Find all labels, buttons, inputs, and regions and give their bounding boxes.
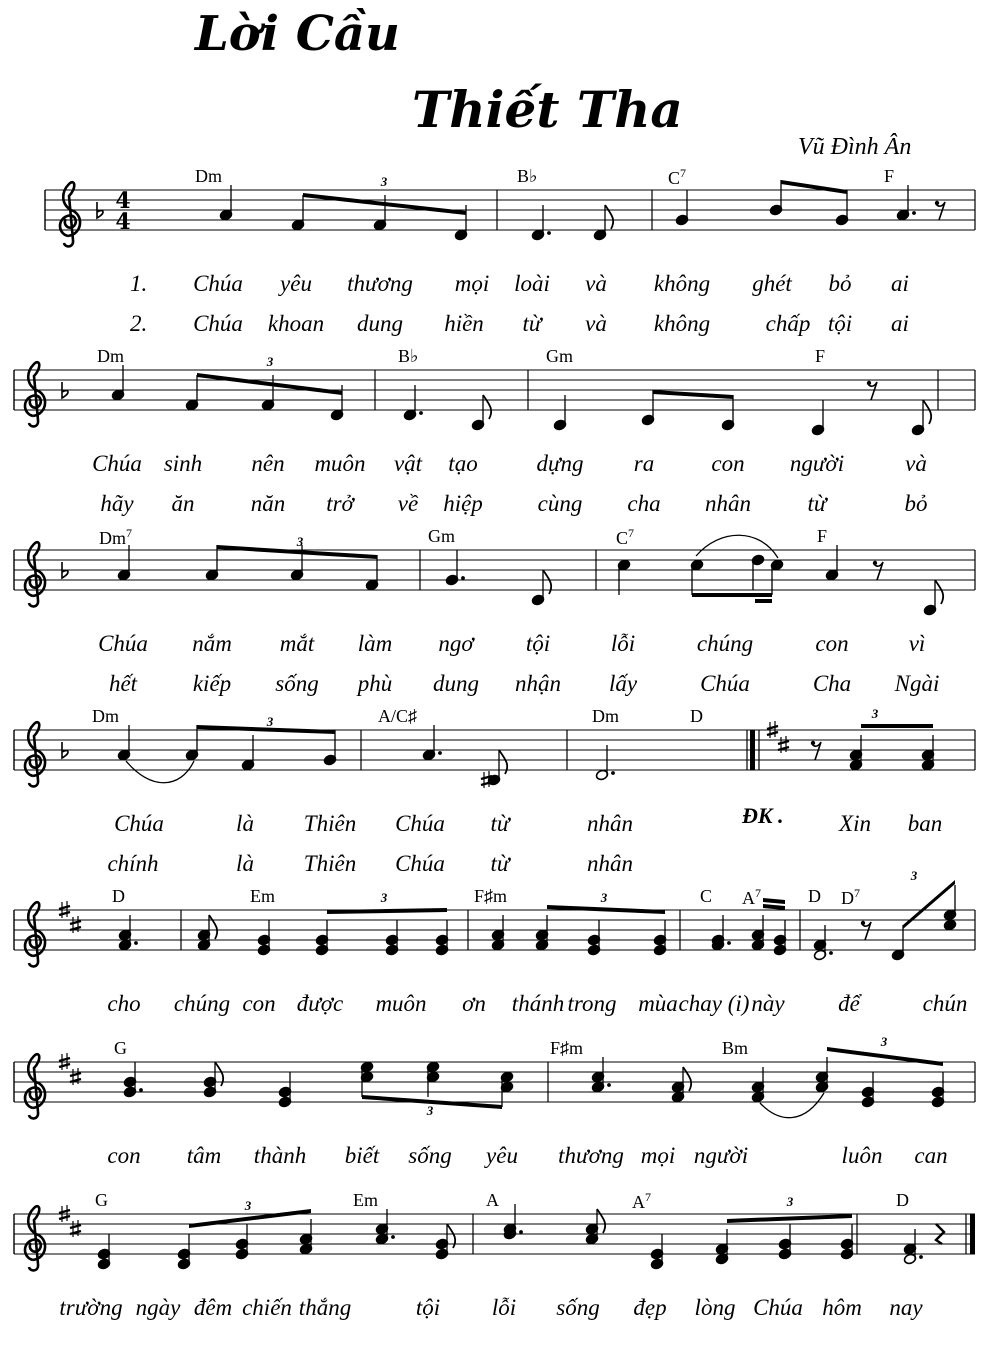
chord-extension: 7 [645, 1190, 651, 1204]
lyric-syllable: ai [891, 311, 909, 336]
chord-symbol [815, 346, 825, 367]
chord-root: F♯m [474, 886, 508, 906]
lyric-syllable: thánh [511, 991, 565, 1016]
tie-slur [696, 535, 778, 558]
chord-symbol [112, 886, 125, 907]
chord-root: D [112, 886, 125, 906]
lyric-syllable: ghét [752, 271, 792, 296]
lyric-syllable: Chúa [193, 311, 243, 336]
chord-root: C [700, 886, 713, 906]
chord-root: F [884, 166, 895, 186]
lyric-syllable: chay (i) [678, 991, 750, 1016]
lyric-syllable: chính [107, 851, 159, 876]
lyric-syllable: Chúa [395, 851, 445, 876]
note-beam [692, 593, 772, 597]
eighth-rest [867, 381, 871, 385]
chord-root: Gm [428, 526, 455, 546]
lyric-syllable: nhân [587, 811, 633, 836]
chord-root: Dm [195, 166, 222, 186]
lyric-syllable: trở [326, 491, 354, 516]
note-beam [547, 905, 665, 914]
lyric-syllable: vì [908, 631, 926, 656]
lyric-syllable: chiến [242, 1295, 292, 1320]
lyric-syllable: nhân [705, 491, 751, 516]
lyric-syllable: cho [107, 991, 141, 1016]
chord-symbol [616, 526, 634, 549]
eighth-flag [923, 400, 931, 424]
triplet-mark: 3 [600, 890, 608, 905]
sharp-sign-icon [59, 912, 70, 915]
augmentation-dot [461, 576, 465, 580]
eighth-flag [683, 1067, 691, 1091]
chord-symbol [896, 1190, 909, 1211]
chord-root: F [815, 346, 826, 366]
chord-root: B♭ [517, 166, 538, 186]
refrain-marker: ĐK . [742, 803, 784, 828]
chord-symbol [195, 166, 222, 187]
augmentation-dot [611, 771, 615, 775]
lyric-syllable: mùa [638, 991, 678, 1016]
lyric-syllable: chúng [173, 991, 231, 1016]
triplet-mark: 3 [266, 714, 274, 729]
eighth-flag [597, 1209, 605, 1233]
chord-root: D [808, 886, 821, 906]
augmentation-dot [912, 211, 916, 215]
lyric-syllable: phù [357, 671, 393, 696]
lyric-syllable: dựng [536, 451, 584, 476]
lyric-syllable: và [585, 311, 607, 336]
lyric-syllable: yêu [280, 271, 312, 296]
chord-symbol [474, 886, 507, 907]
eighth-flag [209, 915, 217, 939]
lyric-syllable: trường [59, 1295, 123, 1320]
chord-symbol [817, 526, 827, 547]
lyric-syllable: Thiên [303, 851, 357, 876]
final-barline [970, 1214, 975, 1254]
lyric-syllable: cha [627, 491, 661, 516]
augmentation-dot [547, 231, 551, 235]
lyric-syllable: Chúa [700, 671, 750, 696]
lyric-syllable: Chúa [193, 271, 243, 296]
lyric-syllable: con [242, 991, 276, 1016]
chord-root: B♭ [398, 346, 419, 366]
note-beam [827, 1047, 943, 1066]
lyric-syllable: Chúa [395, 811, 445, 836]
sharp-sign-icon [59, 1064, 70, 1067]
chord-root: Gm [546, 346, 573, 366]
sharp-sign-icon [70, 1225, 81, 1228]
treble-clef-icon [25, 1054, 45, 1118]
lyric-syllable: trong [567, 991, 617, 1016]
sharp-sign-icon [767, 732, 778, 735]
lyric-syllable: mọi [454, 271, 490, 296]
treble-clef-icon [25, 722, 45, 786]
lyric-syllable: chún [922, 991, 968, 1016]
lyric-syllable: ai [891, 271, 909, 296]
triplet-mark: 3 [880, 1034, 888, 1049]
lyric-syllable: nên [251, 451, 285, 476]
lyric-syllable: ngơ [438, 631, 474, 656]
tie-slur [126, 761, 194, 783]
chord-symbol [353, 1190, 378, 1211]
double-barline [750, 730, 755, 770]
lyric-syllable: ban [907, 811, 943, 836]
augmentation-dot [919, 1255, 923, 1259]
chord-symbol [378, 706, 417, 727]
sharp-sign-icon [59, 1058, 70, 1061]
lyric-syllable: đẹp [633, 1295, 667, 1320]
chord-root: D [896, 1190, 909, 1210]
chord-root: Em [250, 886, 275, 906]
note-beam [763, 898, 785, 904]
chord-extension: 7 [126, 526, 132, 540]
lyric-syllable: Chúa [92, 451, 142, 476]
lyric-syllable: yêu [486, 1143, 518, 1168]
note-beam [763, 904, 785, 910]
composer-name: Vũ Đình Ân [798, 134, 912, 160]
lyric-syllable: sống [275, 671, 319, 696]
verse-number: 1. [130, 271, 148, 296]
lyric-syllable: hãy [100, 491, 134, 516]
song-title-line-2: Thiết Tha [412, 80, 683, 139]
chord-root: Em [353, 1190, 378, 1210]
lyric-syllable: ra [633, 451, 655, 476]
chord-root: Dm [99, 528, 126, 548]
lyric-syllable: mắt [279, 631, 315, 656]
lyric-syllable: chúng [696, 631, 754, 656]
eighth-flag [483, 395, 491, 419]
chord-extension: 7 [680, 166, 687, 180]
lyric-syllable: từ [522, 311, 542, 336]
augmentation-dot [727, 941, 731, 945]
sharp-sign-icon [778, 741, 789, 744]
eighth-rest [811, 741, 815, 745]
lyric-syllable: lỗi [491, 1295, 517, 1320]
eighth-flag [935, 580, 943, 604]
chord-symbol [808, 886, 821, 907]
chord-root: A/C♯ [378, 706, 418, 726]
lyric-syllable: là [236, 811, 254, 836]
verse-number: 2. [130, 311, 148, 336]
lyric-syllable: lỗi [610, 631, 636, 656]
lyric-syllable: thắng [298, 1295, 352, 1320]
lyric-syllable: con [711, 451, 745, 476]
lyric-syllable: hết [108, 671, 138, 696]
lyric-syllable: Cha [812, 671, 852, 696]
chord-root: Dm [97, 346, 124, 366]
lyric-syllable: Thiên [303, 811, 357, 836]
triplet-mark: 3 [266, 354, 274, 369]
lyric-syllable: làm [357, 631, 393, 656]
lyric-syllable: ăn [171, 491, 195, 516]
chord-root: Dm [92, 706, 119, 726]
chord-symbol [92, 706, 119, 727]
lyric-syllable: hiệp [443, 491, 483, 516]
lyric-syllable: từ [490, 851, 510, 876]
chord-symbol [592, 706, 619, 727]
lyric-syllable: con [107, 1143, 141, 1168]
lyric-syllable: hôm [822, 1295, 862, 1320]
treble-clef-icon [25, 362, 45, 426]
eighth-flag [605, 205, 613, 229]
chord-symbol [550, 1038, 583, 1059]
chord-symbol [398, 346, 419, 367]
lyric-syllable: ngày [135, 1295, 181, 1320]
lyric-syllable: hiền [444, 311, 484, 336]
lyric-syllable: thương [347, 271, 413, 296]
sharp-sign-icon [767, 726, 778, 729]
time-signature-top: 4 [115, 188, 131, 214]
tie-slur [760, 1093, 824, 1118]
lyric-syllable: Xin [839, 811, 871, 836]
triplet-mark: 3 [426, 1103, 434, 1118]
augmentation-dot [419, 411, 423, 415]
chord-root: F [817, 526, 828, 546]
note-beam [727, 1214, 852, 1223]
lyric-syllable: Ngài [894, 671, 940, 696]
lyric-syllable: tâm [186, 1143, 222, 1168]
lyric-syllable: luôn [841, 1143, 883, 1168]
lyric-syllable: người [789, 451, 845, 476]
chord-extension: 7 [628, 526, 635, 540]
lyric-syllable: người [693, 1143, 749, 1168]
lyric-syllable: lấy [608, 671, 638, 696]
chord-root: F♯m [550, 1038, 584, 1058]
chord-symbol [95, 1190, 108, 1211]
lyric-syllable: chấp [765, 311, 811, 336]
chord-symbol [517, 166, 538, 187]
triplet-mark: 3 [910, 868, 918, 883]
chord-symbol [97, 346, 124, 367]
chord-symbol [742, 886, 761, 909]
lyric-syllable: muôn [314, 451, 366, 476]
lyric-syllable: muôn [375, 991, 427, 1016]
augmentation-dot [607, 1083, 611, 1087]
chord-root: D [690, 706, 703, 726]
lyric-syllable: nay [889, 1295, 923, 1320]
sharp-sign-icon [70, 1073, 81, 1076]
lyric-syllable: về [397, 491, 419, 516]
lyric-syllable: khoan [267, 311, 325, 336]
sharp-sign-icon [59, 1210, 70, 1213]
lyric-syllable: can [914, 1143, 948, 1168]
chord-symbol [841, 886, 860, 909]
triplet-mark: 3 [871, 706, 879, 721]
lyric-syllable: loài [514, 271, 550, 296]
treble-clef-icon [25, 902, 45, 966]
chord-root: G [95, 1190, 108, 1210]
lyric-syllable: lòng [694, 1295, 736, 1320]
chord-symbol [486, 1190, 499, 1211]
song-title-line-1: Lời Cầu [195, 6, 400, 62]
lyric-syllable: được [296, 991, 344, 1016]
chord-symbol [722, 1038, 748, 1059]
lyric-syllable: vật [393, 451, 423, 476]
lyric-syllable: để [838, 991, 860, 1016]
sharp-sign-icon [70, 921, 81, 924]
lyric-syllable: và [585, 271, 607, 296]
chord-root: A [486, 1190, 499, 1210]
treble-clef-icon [60, 182, 80, 246]
note-beam [653, 390, 733, 399]
chord-root: A [632, 1192, 645, 1212]
lyric-syllable: sinh [163, 451, 203, 476]
lyric-syllable: đêm [193, 1295, 233, 1320]
chord-root: C [668, 168, 681, 188]
lyric-syllable: nhận [515, 671, 561, 696]
augmentation-dot [829, 951, 833, 955]
lyric-syllable: này [751, 991, 785, 1016]
lyric-syllable: bỏ [828, 271, 852, 296]
eighth-rest [861, 921, 865, 925]
chord-symbol [884, 166, 894, 187]
lyric-syllable: tội [525, 631, 551, 656]
lyric-syllable: ơn [462, 991, 486, 1016]
lyric-syllable: sống [408, 1143, 452, 1168]
sharp-sign-icon [59, 1216, 70, 1219]
lyric-syllable: biết [344, 1143, 380, 1168]
chord-symbol [114, 1038, 127, 1059]
lyric-syllable: cùng [537, 491, 583, 516]
lyric-syllable: không [653, 271, 711, 296]
chord-symbol [700, 886, 712, 907]
eighth-rest [935, 201, 939, 205]
chord-symbol [99, 526, 132, 549]
chord-symbol [690, 706, 703, 727]
treble-clef-icon [25, 542, 45, 606]
lyric-syllable: con [815, 631, 849, 656]
lyric-syllable: là [236, 851, 254, 876]
lyric-syllable: dung [433, 671, 479, 696]
quarter-note [943, 919, 956, 931]
lyric-syllable: thành [253, 1143, 307, 1168]
triplet-mark: 3 [380, 174, 388, 189]
lyric-syllable: nắm [192, 631, 232, 656]
lyric-syllable: dung [357, 311, 403, 336]
augmentation-dot [134, 941, 138, 945]
chord-symbol [632, 1190, 651, 1213]
lyric-syllable: thương [558, 1143, 624, 1168]
chord-root: Dm [592, 706, 619, 726]
triplet-mark: 3 [244, 1198, 252, 1213]
chord-extension: 7 [854, 886, 860, 900]
triplet-mark: 3 [786, 1194, 794, 1209]
chord-symbol [546, 346, 573, 367]
note-beam [197, 373, 342, 395]
lyric-syllable: kiếp [192, 671, 232, 696]
lyric-syllable: không [653, 311, 711, 336]
sharp-sign-icon [59, 906, 70, 909]
chord-root: A [742, 888, 755, 908]
augmentation-dot [519, 1230, 523, 1234]
lyric-syllable: mọi [640, 1143, 676, 1168]
chord-root: Bm [722, 1038, 749, 1058]
note-beam [755, 599, 772, 603]
lyric-syllable: từ [807, 491, 827, 516]
lyric-syllable: tội [827, 311, 853, 336]
chord-root: G [114, 1038, 127, 1058]
triplet-mark: 3 [296, 534, 304, 549]
lyric-syllable: Chúa [98, 631, 148, 656]
lyric-syllable: tội [415, 1295, 441, 1320]
lyric-syllable: và [905, 451, 927, 476]
treble-clef-icon [25, 1206, 45, 1270]
lyric-syllable: tạo [448, 451, 478, 476]
eighth-rest [873, 561, 877, 565]
augmentation-dot [438, 751, 442, 755]
chord-symbol [428, 526, 455, 547]
lyric-syllable: năn [250, 491, 286, 516]
chord-symbol [250, 886, 275, 907]
lyric-syllable: Chúa [114, 811, 164, 836]
chord-root: C [616, 528, 629, 548]
chord-symbol [668, 166, 686, 189]
chord-extension: 7 [755, 886, 761, 900]
triplet-mark: 3 [380, 890, 388, 905]
lyric-syllable: sống [556, 1295, 600, 1320]
lyric-syllable: bỏ [904, 491, 928, 516]
note-beam [861, 724, 933, 728]
lyric-syllable: nhân [587, 851, 633, 876]
note-beam [327, 908, 447, 914]
time-signature-bottom: 4 [115, 209, 131, 235]
chord-root: D [841, 888, 854, 908]
augmentation-dot [391, 1235, 395, 1239]
note-beam [781, 180, 847, 194]
augmentation-dot [139, 1088, 143, 1092]
lyric-syllable: Chúa [753, 1295, 803, 1320]
lyric-syllable: từ [490, 811, 510, 836]
